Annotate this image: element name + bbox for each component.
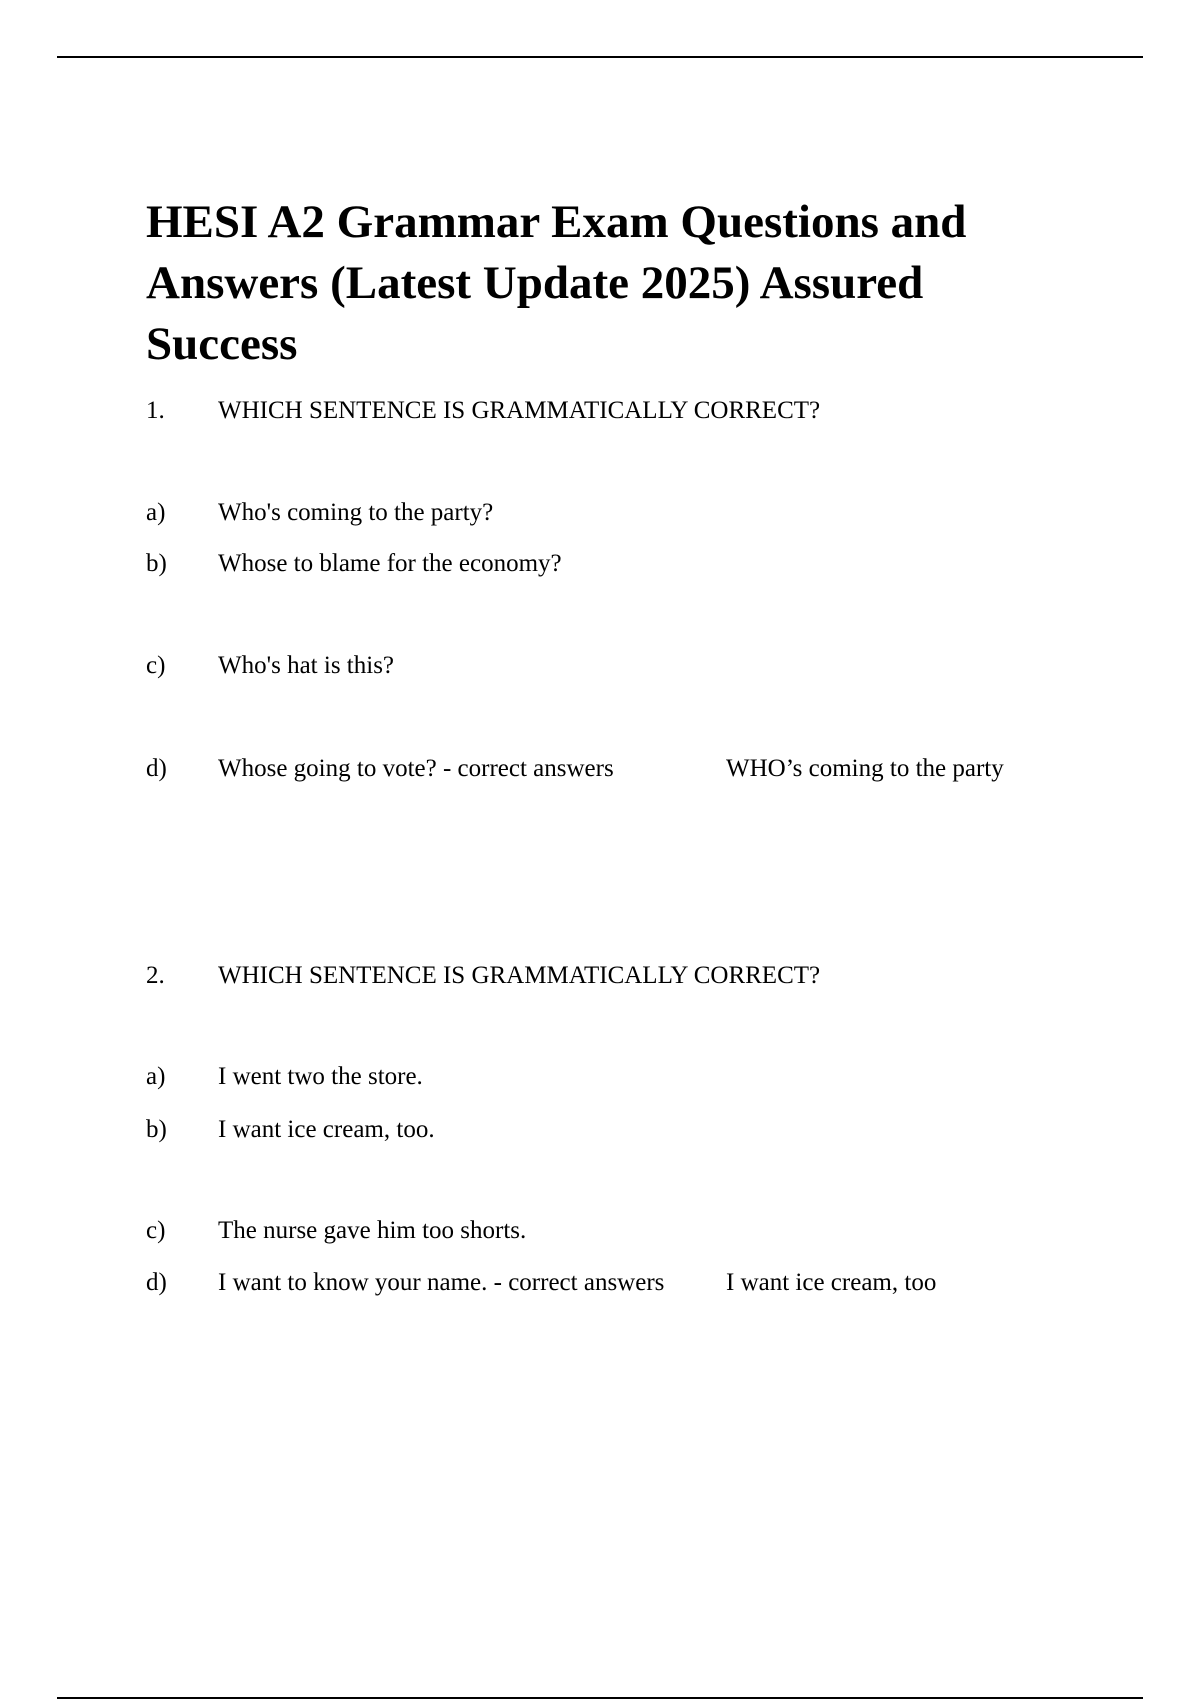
- option-text: The nurse gave him too shorts.: [218, 1217, 527, 1244]
- option-marker: d): [146, 755, 167, 782]
- question-prompt: WHICH SENTENCE IS GRAMMATICALLY CORRECT?: [218, 397, 821, 424]
- option-text: Whose to blame for the economy?: [218, 550, 562, 577]
- correct-answer: I want ice cream, too: [726, 1269, 937, 1296]
- option-marker: c): [146, 652, 166, 679]
- option-text: Whose going to vote? - correct answers: [218, 755, 614, 782]
- document-title: HESI A2 Grammar Exam Questions and Answers (Latest Update 2025) Assured Success: [146, 196, 967, 370]
- option-marker: a): [146, 499, 166, 526]
- correct-answer: WHO’s coming to the party: [726, 755, 1004, 782]
- option-text: I want to know your name. - correct answers: [218, 1269, 665, 1296]
- bottom-rule: [57, 1697, 1143, 1699]
- question-prompt: WHICH SENTENCE IS GRAMMATICALLY CORRECT?: [218, 962, 821, 989]
- option-text: Who's hat is this?: [218, 652, 395, 679]
- top-rule: [57, 56, 1143, 58]
- option-text: I went two the store.: [218, 1063, 423, 1090]
- option-marker: a): [146, 1063, 166, 1090]
- option-text: Who's coming to the party?: [218, 499, 494, 526]
- option-marker: b): [146, 550, 167, 577]
- option-text: I want ice cream, too.: [218, 1116, 435, 1143]
- question-number: 2.: [146, 962, 165, 989]
- question-number: 1.: [146, 397, 165, 424]
- option-marker: d): [146, 1269, 167, 1296]
- option-marker: b): [146, 1116, 167, 1143]
- option-marker: c): [146, 1217, 166, 1244]
